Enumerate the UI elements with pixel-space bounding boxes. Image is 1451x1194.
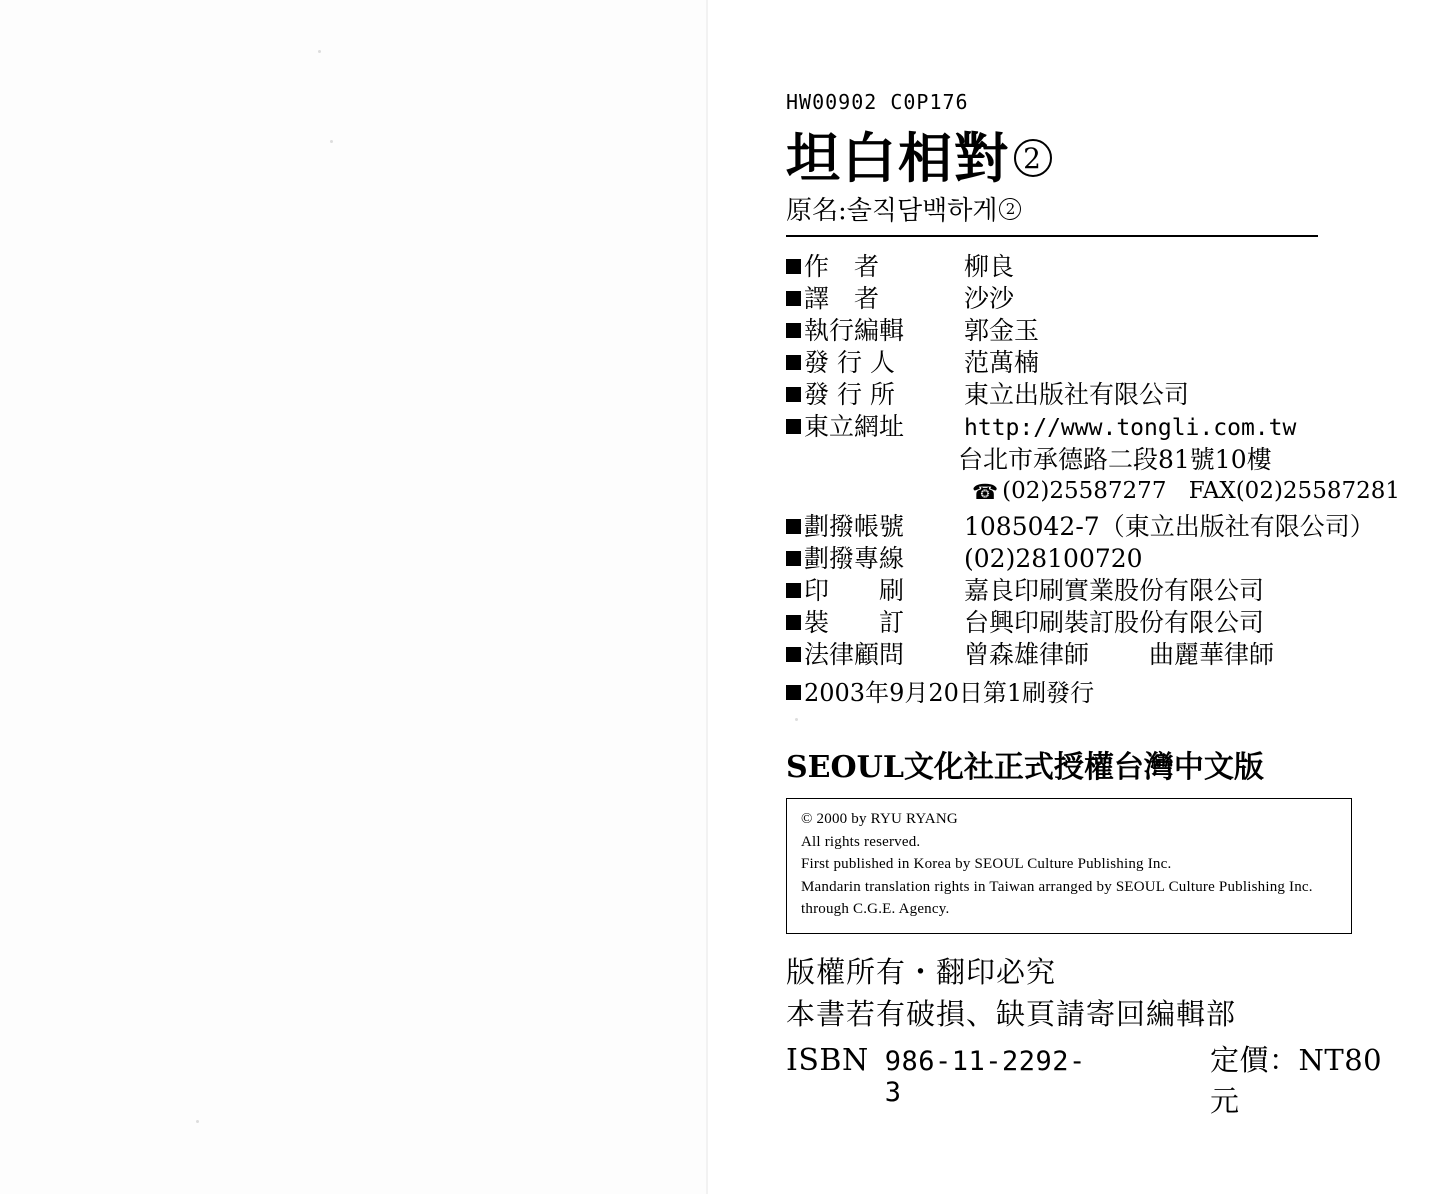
square-bullet-icon xyxy=(786,419,801,434)
catalog-code: HW00902 C0P176 xyxy=(786,90,969,114)
square-bullet-icon xyxy=(786,583,801,598)
contact-line xyxy=(972,476,1400,507)
publisher-website-link[interactable]: http://www.tongli.com.tw xyxy=(964,415,1297,442)
footer-block xyxy=(786,954,1400,1119)
credit-label: 法律顧問 xyxy=(804,640,905,670)
credit-row xyxy=(786,607,1400,639)
copyright-line: © 2000 by RYU RYANG xyxy=(801,811,958,828)
credit-label: 東立網址 xyxy=(804,412,905,442)
copyright-line: All rights reserved. xyxy=(801,833,921,850)
credit-value: 柳良 xyxy=(964,252,1015,282)
credit-label: 發 行 所 xyxy=(804,380,895,410)
book-title-text: 坦白相對 xyxy=(786,126,1010,190)
book-title xyxy=(786,128,1400,188)
credit-label: 劃撥專線 xyxy=(804,544,905,574)
credit-label: 執行編輯 xyxy=(804,316,905,346)
square-bullet-icon xyxy=(786,551,801,566)
page-gutter-divider xyxy=(706,0,708,1194)
credit-row xyxy=(786,315,1400,347)
credit-row xyxy=(786,543,1400,575)
publisher-address: 台北市承德路二段81號10樓 xyxy=(958,444,1272,474)
price-value: 定價：NT80元 xyxy=(1209,1042,1383,1118)
credit-row xyxy=(786,575,1400,607)
colophon-content xyxy=(780,90,1400,1120)
credit-label: 譯 者 xyxy=(804,284,880,314)
square-bullet-icon xyxy=(786,685,801,700)
left-blank-page xyxy=(0,0,706,1194)
isbn-price-row xyxy=(786,1038,1400,1120)
credit-row xyxy=(786,347,1400,379)
paper-speck xyxy=(196,1120,199,1123)
fax-number: FAX(02)25587281 xyxy=(1188,478,1400,505)
square-bullet-icon xyxy=(786,387,801,402)
telephone-icon: ☎ xyxy=(972,479,999,504)
volume-number-badge: 2 xyxy=(1014,139,1052,177)
original-title-korean: 솔직담백하게 xyxy=(846,196,998,227)
square-bullet-icon xyxy=(786,323,801,338)
credits-list xyxy=(786,251,1400,708)
original-title-prefix: 原名: xyxy=(786,196,847,227)
credit-row xyxy=(786,251,1400,283)
credit-value: 嘉良印刷實業股份有限公司 xyxy=(964,576,1265,606)
copyright-box xyxy=(786,798,1352,934)
legal-advisor-2: 曲麗華律師 xyxy=(1149,640,1275,670)
isbn-label: ISBN xyxy=(786,1042,869,1078)
copyright-line: Mandarin translation rights in Taiwan arranged by SEOUL Culture Publishing Inc. xyxy=(801,878,1313,895)
credit-label: 印 刷 xyxy=(804,576,905,606)
credit-label: 裝 訂 xyxy=(804,608,905,638)
square-bullet-icon xyxy=(786,615,801,630)
paper-speck xyxy=(330,140,333,143)
damaged-copy-notice: 本書若有破損、缺頁請寄回編輯部 xyxy=(786,997,1237,1032)
telephone-number: (02)25587277 xyxy=(1002,478,1167,505)
credit-label: 發 行 人 xyxy=(804,348,895,378)
credit-value: 范萬楠 xyxy=(964,348,1040,378)
publish-date-row xyxy=(786,673,1400,708)
credit-row xyxy=(786,283,1400,315)
paper-speck xyxy=(318,50,321,53)
square-bullet-icon xyxy=(786,519,801,534)
publish-date: 2003年9月20日第1刷發行 xyxy=(804,679,1095,708)
rights-reserved-line: 版權所有・翻印必究 xyxy=(786,955,1057,990)
credit-label: 作 者 xyxy=(804,252,880,282)
original-title xyxy=(786,190,1400,227)
square-bullet-icon xyxy=(786,647,801,662)
copyright-line: First published in Korea by SEOUL Culture Publishing Inc. xyxy=(801,856,1172,873)
legal-advisor-1: 曾森雄律師 xyxy=(964,640,1090,670)
credit-row xyxy=(786,379,1400,411)
credit-row-website xyxy=(786,411,1400,443)
header-divider xyxy=(786,235,1318,237)
credit-value: (02)28100720 xyxy=(964,544,1143,574)
square-bullet-icon xyxy=(786,291,801,306)
credit-row-legal xyxy=(786,639,1400,671)
isbn-value: 986-11-2292-3 xyxy=(884,1045,1086,1108)
credit-value: 1085042-7（東立出版社有限公司） xyxy=(964,512,1375,542)
authorization-statement: SEOUL文化社正式授權台灣中文版 xyxy=(786,750,1264,786)
credit-value: 沙沙 xyxy=(964,284,1015,314)
credit-value: 東立出版社有限公司 xyxy=(964,380,1190,410)
copyright-line: through C.G.E. Agency. xyxy=(801,901,950,918)
original-volume-number-badge: 2 xyxy=(999,198,1021,220)
square-bullet-icon xyxy=(786,355,801,370)
credit-label: 劃撥帳號 xyxy=(804,512,905,542)
square-bullet-icon xyxy=(786,259,801,274)
credit-value: 台興印刷裝訂股份有限公司 xyxy=(964,608,1265,638)
credit-value: 郭金玉 xyxy=(964,316,1040,346)
credit-row xyxy=(786,511,1400,543)
